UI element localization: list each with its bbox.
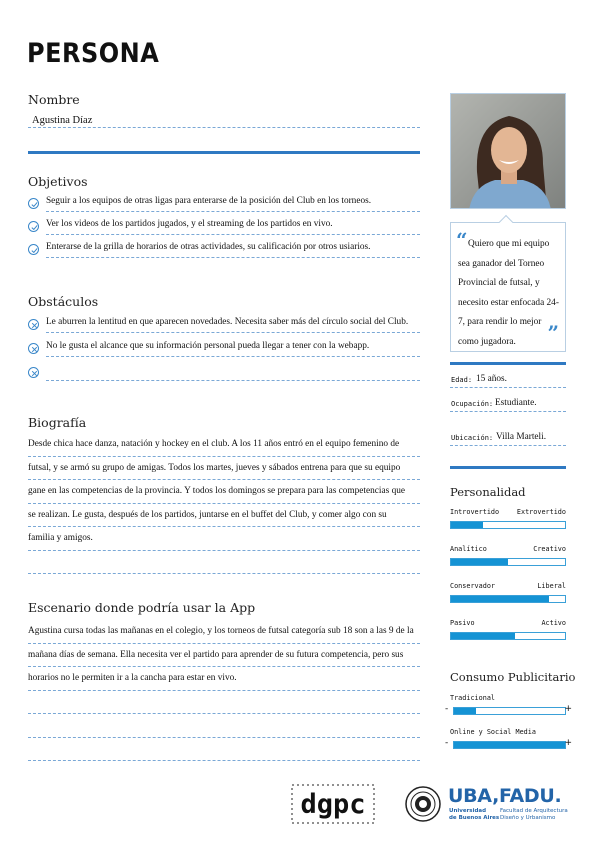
dotted-line: [46, 234, 420, 235]
escenario-lines: [28, 620, 420, 761]
personalidad-title: Personalidad: [450, 485, 526, 499]
slider-track: [450, 521, 566, 529]
dotted-line: [46, 356, 420, 357]
biografia-line: Desde chica hace danza, natación y hockey en el club. A los 11 años entró en el equipo femenino de: [28, 433, 420, 457]
uba-seal-icon: [405, 786, 441, 822]
escenario-line: [28, 738, 420, 762]
slider-fill: [451, 559, 508, 565]
slider-right-label: Creativo: [533, 545, 566, 553]
ubicacion-value: Villa Marteli.: [496, 432, 547, 442]
escenario-line: mañana días de semana. Ella necesita ver el partido para aprender de su futura competencia, pero sus: [28, 644, 420, 668]
dotted-line: [46, 380, 420, 381]
slider-fill: [451, 522, 483, 528]
persona-photo: [450, 93, 566, 209]
consumo-label: Tradicional: [450, 694, 496, 702]
x-circle-icon: [28, 343, 39, 354]
check-circle-icon: [28, 198, 39, 209]
biografia-title: Biografía: [28, 415, 87, 430]
escenario-line: Agustina cursa todas las mañanas en el colegio, y los torneos de futsal categoría sub 18 son a las 9 de la: [28, 620, 420, 644]
biografia-lines: [28, 433, 420, 574]
check-circle-icon: [28, 221, 39, 232]
x-circle-icon: [28, 367, 39, 378]
objetivos-text: Seguir a los equipos de otras ligas para enterarse de la posición del Club en los torneos.: [46, 196, 372, 206]
objetivos-title: Objetivos: [28, 174, 88, 189]
dotted-line: [46, 257, 420, 258]
objetivos-text: Enterarse de la grilla de horarios de otras actividades, su calificación por otros usiarios.: [46, 242, 371, 252]
edad-label: Edad:: [451, 376, 473, 384]
field-edad: [450, 368, 566, 388]
slider-left-label: Pasivo: [450, 619, 475, 627]
slider-track: [450, 595, 566, 603]
obstaculos-item: [28, 317, 420, 333]
escenario-title: Escenario donde podría usar la App: [28, 600, 256, 615]
obstaculos-item: [28, 365, 420, 381]
biografia-line: futsal, y se armó su grupo de amigas. Todos los martes, jueves y sábados entrena para que su equipo: [28, 457, 420, 481]
obstaculos-title: Obstáculos: [28, 294, 99, 309]
x-circle-icon: [28, 319, 39, 330]
slider-track: [450, 632, 566, 640]
slider-fill: [451, 596, 549, 602]
check-circle-icon: [28, 244, 39, 255]
consumo-title: Consumo Publicitario: [450, 670, 576, 684]
field-ubicacion: [450, 426, 566, 446]
consumo-label: Online y Social Media: [450, 728, 536, 736]
consumo-track: [453, 707, 566, 715]
dotted-line: [46, 211, 420, 212]
biografia-line: gane en las competencias de la provincia. Y todos los domingos se prepara para las competencias que: [28, 480, 420, 504]
minus-sign: -: [445, 738, 449, 748]
slider-left-label: Introvertido: [450, 508, 500, 516]
quote-box: [450, 222, 566, 352]
slider-left-label: Analítico: [450, 545, 487, 553]
quote-text: Quiero que mi equipo sea ganador del Torneo Provincial de futsal, y necesito estar enfocada 24-7, para rendir lo mejor como jugadora.: [458, 239, 559, 347]
objetivos-item: [28, 219, 420, 235]
obstaculos-item: [28, 341, 420, 357]
dgpc-logo: [291, 784, 375, 824]
slider-fill: [451, 633, 515, 639]
field-ocupacion: [450, 392, 566, 412]
consumo-fill: [454, 742, 565, 748]
slider-right-label: Extrovertido: [516, 508, 566, 516]
name-label: Nombre: [28, 92, 80, 107]
fadu-subtitle: Facultad de Arquitectura Diseño y Urbanismo: [500, 808, 568, 821]
ubicacion-label: Ubicación:: [451, 434, 494, 442]
slider-right-label: Activo: [541, 619, 566, 627]
escenario-line: horarios no le permiten ir a la cancha para estar en vivo.: [28, 667, 420, 691]
slider-right-label: Liberal: [537, 582, 566, 590]
quote-notch: [499, 215, 513, 229]
plus-sign: +: [564, 738, 572, 748]
plus-sign: +: [564, 704, 572, 714]
section-divider: [450, 466, 566, 469]
objetivos-item: [28, 242, 420, 258]
close-quote-icon: ”: [547, 321, 559, 345]
objetivos-item: [28, 196, 420, 212]
name-value: Agustina Díaz: [32, 115, 93, 126]
escenario-line: [28, 714, 420, 738]
uba-subtitle: Universidad de Buenos Aires: [449, 808, 500, 821]
page-title: PERSONA: [27, 38, 160, 69]
dotted-line: [46, 332, 420, 333]
section-divider: [450, 362, 566, 365]
ocupacion-label: Ocupación:: [451, 400, 494, 408]
biografia-line: [28, 551, 420, 575]
consumo-track: [453, 741, 566, 749]
open-quote-icon: “: [456, 228, 468, 252]
uba-fadu-logo-text: UBA,FADU.: [448, 785, 562, 807]
slider-left-label: Conservador: [450, 582, 496, 590]
escenario-line: [28, 691, 420, 715]
obstaculos-text: No le gusta el alcance que su información personal pueda llegar a tener con la webapp.: [46, 341, 370, 351]
objetivos-text: Ver los videos de los partidos jugados, y el streaming de los partidos en vivo.: [46, 219, 333, 229]
slider-track: [450, 558, 566, 566]
consumo-fill: [454, 708, 476, 714]
biografia-line: familia y amigos.: [28, 527, 420, 551]
minus-sign: -: [445, 704, 449, 714]
section-divider: [28, 151, 420, 154]
ocupacion-value: Estudiante.: [495, 398, 537, 408]
svg-text:dgpc: dgpc: [300, 789, 366, 820]
biografia-line: se realizan. Le gusta, después de los partidos, juntarse en el buffet del Club, y comer algo con su: [28, 504, 420, 528]
obstaculos-text: Le aburren la lentitud en que aparecen novedades. Necesita saber más del círculo social del Club.: [46, 317, 409, 327]
edad-value: 15 años.: [476, 374, 507, 384]
divider: [28, 127, 420, 128]
